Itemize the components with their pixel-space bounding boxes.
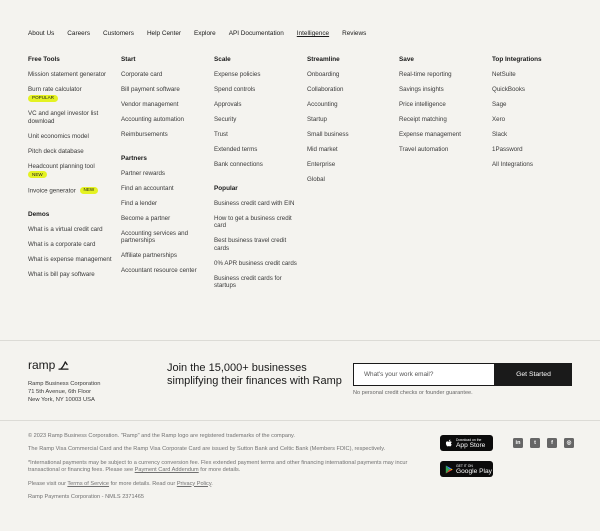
link-extended-terms[interactable]: Extended terms xyxy=(214,146,258,153)
work-email-input[interactable] xyxy=(353,363,495,386)
link-accounting-services[interactable]: Accounting services and partnerships xyxy=(121,229,189,244)
google-play-badge[interactable] xyxy=(440,461,493,477)
link-expense-policies[interactable]: Expense policies xyxy=(214,71,261,78)
international-disclosure: *International payments may be subject to a currency conversion fee. Flex extended payment terms and other financing international payments may incur transactional or financing fees. Please see Payment Card Addendum for more details. xyxy=(28,459,408,474)
nav-customers[interactable]: Customers xyxy=(103,30,134,37)
popular-heading: Popular xyxy=(214,184,238,192)
link-slack[interactable]: Slack xyxy=(492,131,508,138)
link-zero-apr-cards[interactable]: 0% APR business credit cards xyxy=(214,259,297,267)
app-store-small-text: Download on the xyxy=(456,437,482,442)
save-column xyxy=(399,56,485,161)
address-line1: 71 5th Avenue, 6th Floor xyxy=(28,389,92,395)
apple-icon xyxy=(445,439,453,448)
link-bank-connections[interactable]: Bank connections xyxy=(214,161,263,168)
start-column xyxy=(121,56,207,282)
issuer-disclosure: The Ramp Visa Commercial Card and the Ramp Visa Corporate Card are issued by Sutton Bank and Celtic Bank (Members FDIC), respectively. xyxy=(28,446,386,453)
nav-reviews[interactable]: Reviews xyxy=(342,30,367,37)
link-business-credit-card-ein[interactable]: Business credit card with EIN xyxy=(214,199,295,207)
link-affiliate-partnerships[interactable]: Affiliate partnerships xyxy=(121,252,177,259)
ramp-logo[interactable]: ramp xyxy=(28,358,101,372)
free-tools-heading: Free Tools xyxy=(28,56,60,63)
copyright-text: © 2023 Ramp Business Corporation. "Ramp" and the Ramp logo are registered trademarks of the company. xyxy=(28,433,295,439)
legal-divider xyxy=(0,420,600,421)
link-find-lender[interactable]: Find a lender xyxy=(121,199,158,207)
link-global[interactable]: Global xyxy=(307,176,325,183)
link-spend-controls[interactable]: Spend controls xyxy=(214,86,256,93)
link-expense-management-demo[interactable]: What is expense management xyxy=(28,255,112,263)
link-enterprise[interactable]: Enterprise xyxy=(307,161,336,168)
link-invoice-generator[interactable]: Invoice generator NEW xyxy=(28,187,114,195)
link-1password[interactable]: 1Password xyxy=(492,146,523,153)
link-onboarding[interactable]: Onboarding xyxy=(307,71,340,78)
free-tools-column xyxy=(28,56,114,286)
link-corporate-card[interactable]: Corporate card xyxy=(121,71,163,78)
partners-heading: Partners xyxy=(121,154,147,162)
nav-intelligence[interactable]: Intelligence xyxy=(296,30,330,37)
link-best-business-travel-cards[interactable]: Best business travel credit cards xyxy=(214,237,287,252)
integrations-heading: Top Integrations xyxy=(492,56,542,63)
nmls-text: Ramp Payments Corporation - NMLS 2371465 xyxy=(28,494,144,501)
app-store-badge[interactable] xyxy=(440,435,493,451)
streamline-column xyxy=(307,56,393,191)
link-bill-pay-software-demo[interactable]: What is bill pay software xyxy=(28,270,95,278)
link-price-intelligence[interactable]: Price intelligence xyxy=(399,101,446,108)
link-all-integrations[interactable]: All Integrations xyxy=(492,161,533,168)
link-netsuite[interactable]: NetSuite xyxy=(492,71,516,78)
nav-api-documentation[interactable]: API Documentation xyxy=(228,30,284,37)
twitter-icon[interactable]: t xyxy=(530,438,540,448)
new-badge: NEW xyxy=(80,187,99,194)
link-vc-angel-investor-list[interactable]: VC and angel investor list download xyxy=(28,110,99,125)
link-reimbursements[interactable]: Reimbursements xyxy=(121,131,168,138)
payment-card-addendum-link[interactable]: Payment Card Addendum xyxy=(134,467,199,474)
link-receipt-matching[interactable]: Receipt matching xyxy=(399,116,447,123)
link-trust[interactable]: Trust xyxy=(214,131,228,138)
integrations-column xyxy=(492,56,578,176)
cta-note: No personal credit checks or founder guarantee. xyxy=(353,390,473,396)
facebook-icon[interactable]: f xyxy=(547,438,557,448)
link-xero[interactable]: Xero xyxy=(492,116,506,123)
ramp-logo-icon xyxy=(58,361,69,370)
link-headcount-planning-tool[interactable]: Headcount planning tool NEW xyxy=(28,162,95,177)
link-security[interactable]: Security xyxy=(214,116,237,123)
new-badge: NEW xyxy=(28,171,47,178)
link-collaboration[interactable]: Collaboration xyxy=(307,86,344,93)
company-address xyxy=(28,380,101,404)
brand-block xyxy=(28,358,101,404)
link-unit-economics-model[interactable]: Unit economics model xyxy=(28,132,89,140)
link-small-business[interactable]: Small business xyxy=(307,131,349,138)
link-virtual-credit-card[interactable]: What is a virtual credit card xyxy=(28,225,103,233)
link-corporate-card-demo[interactable]: What is a corporate card xyxy=(28,240,96,248)
link-startup[interactable]: Startup xyxy=(307,116,327,123)
nav-explore[interactable]: Explore xyxy=(194,30,216,37)
link-accounting-automation[interactable]: Accounting automation xyxy=(121,116,184,123)
link-quickbooks[interactable]: QuickBooks xyxy=(492,86,526,93)
nav-about-us[interactable]: About Us xyxy=(28,30,55,37)
popular-badge: POPULAR xyxy=(28,95,58,102)
link-approvals[interactable]: Approvals xyxy=(214,101,242,108)
section-divider xyxy=(0,340,600,341)
scale-heading: Scale xyxy=(214,56,231,63)
get-started-button[interactable]: Get Started xyxy=(495,363,572,386)
scale-column xyxy=(214,56,300,297)
link-accounting[interactable]: Accounting xyxy=(307,101,338,108)
link-real-time-reporting[interactable]: Real-time reporting xyxy=(399,71,452,78)
link-how-to-get-business-credit-card[interactable]: How to get a business credit card xyxy=(214,214,292,229)
google-play-icon xyxy=(445,465,453,474)
app-store-big-text: App Store xyxy=(456,441,486,449)
nav-help-center[interactable]: Help Center xyxy=(146,30,182,37)
link-mid-market[interactable]: Mid market xyxy=(307,146,338,153)
nav-careers[interactable]: Careers xyxy=(67,30,91,37)
instagram-icon[interactable]: ◎ xyxy=(564,438,574,448)
google-play-small-text: GET IT ON xyxy=(456,463,473,468)
link-burn-rate-calculator[interactable]: Burn rate calculator POPULAR xyxy=(28,86,82,100)
top-nav xyxy=(28,30,379,37)
social-links xyxy=(513,438,574,448)
link-partner-rewards[interactable]: Partner rewards xyxy=(121,169,166,177)
link-cards-for-startups[interactable]: Business credit cards for startups xyxy=(214,274,282,289)
link-sage[interactable]: Sage xyxy=(492,101,507,108)
link-find-accountant[interactable]: Find an accountant xyxy=(121,184,174,192)
link-travel-automation[interactable]: Travel automation xyxy=(399,146,449,153)
link-become-partner[interactable]: Become a partner xyxy=(121,214,171,222)
start-heading: Start xyxy=(121,56,136,63)
legal-text xyxy=(28,433,408,507)
address-line2: New York, NY 10003 USA xyxy=(28,397,95,403)
link-pitch-deck-database[interactable]: Pitch deck database xyxy=(28,147,84,155)
link-savings-insights[interactable]: Savings insights xyxy=(399,86,444,93)
linkedin-icon[interactable]: in xyxy=(513,438,523,448)
privacy-policy-link[interactable]: Privacy Policy xyxy=(176,480,212,487)
link-vendor-management[interactable]: Vendor management xyxy=(121,101,179,108)
terms-of-service-link[interactable]: Terms of Service xyxy=(67,480,110,487)
cta-headline: Join the 15,000+ businesses simplifying their finances with Ramp xyxy=(167,362,342,387)
streamline-heading: Streamline xyxy=(307,56,340,63)
google-play-big-text: Google Play xyxy=(456,467,492,475)
terms-privacy-line: Please visit our Terms of Service for more details. Read our Privacy Policy. xyxy=(28,480,213,487)
link-accountant-resource-center[interactable]: Accountant resource center xyxy=(121,267,197,274)
link-bill-payment-software[interactable]: Bill payment software xyxy=(121,86,180,93)
demos-heading: Demos xyxy=(28,210,50,218)
company-name: Ramp Business Corporation xyxy=(28,381,101,387)
link-mission-statement-generator[interactable]: Mission statement generator xyxy=(28,71,107,78)
save-heading: Save xyxy=(399,56,414,63)
link-expense-management[interactable]: Expense management xyxy=(399,131,461,138)
